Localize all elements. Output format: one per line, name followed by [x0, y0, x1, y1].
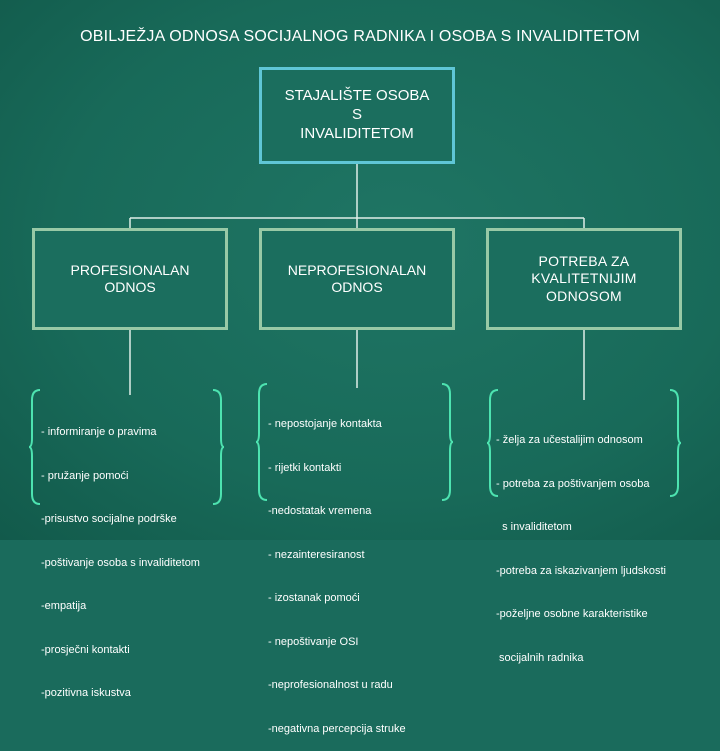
- list-item: - nezainteresiranost: [268, 548, 365, 561]
- list-item: - potreba za poštivanjem osoba: [496, 477, 650, 490]
- box-line: KVALITETNIJIM: [531, 270, 637, 287]
- list-item: - nepoštivanje OSI: [268, 635, 359, 648]
- box-line: ODNOS: [104, 279, 156, 295]
- box-potreba: [486, 228, 682, 330]
- box-profesionalan: [32, 228, 228, 330]
- list-neprofesionalan: [268, 388, 406, 751]
- list-item: - rijetki kontakti: [268, 461, 342, 474]
- list-item: -negativna percepcija struke: [268, 722, 406, 735]
- list-item: -potreba za iskazivanjem ljudskosti: [496, 564, 666, 577]
- right-brace-3: [668, 388, 682, 498]
- root-box-line: INVALIDITETOM: [300, 124, 414, 142]
- box-line: ODNOSOM: [545, 287, 622, 304]
- box-line: POTREBA ZA: [538, 252, 630, 269]
- list-item: -prisustvo socijalne podrške: [41, 513, 177, 525]
- list-item: -empatija: [41, 600, 87, 612]
- page-title: OBILJEŽJA ODNOSA SOCIJALNOG RADNIKA I OSOBA S INVALIDITETOM: [80, 28, 640, 45]
- box-line: ODNOS: [331, 279, 383, 295]
- list-item: -pozitivna iskustva: [41, 687, 131, 699]
- left-brace-1: [28, 388, 42, 506]
- list-item: -poštivanje osoba s invaliditetom: [41, 556, 200, 569]
- list-profesionalan: [41, 396, 200, 715]
- list-item: -neprofesionalnost u radu: [268, 679, 393, 691]
- right-brace-1: [211, 388, 225, 506]
- right-brace-2: [440, 382, 454, 502]
- list-item: - nepostojanje kontakta: [268, 418, 382, 430]
- root-box: [259, 67, 455, 164]
- list-item: - informiranje o pravima: [41, 426, 157, 438]
- list-item: -nedostatak vremena: [268, 505, 372, 517]
- list-item: -poželjne osobne karakteristike: [496, 608, 648, 620]
- box-line: NEPROFESIONALAN: [287, 261, 427, 278]
- list-item: - želja za učestalijim odnosom: [496, 434, 643, 446]
- list-item: - izostanak pomoći: [268, 592, 360, 604]
- list-item: - pružanje pomoći: [41, 469, 129, 482]
- list-item: socijalnih radnika: [496, 651, 584, 664]
- box-line: PROFESIONALAN: [70, 261, 190, 278]
- list-potreba: [496, 404, 666, 680]
- root-box-line: S: [351, 106, 362, 124]
- left-brace-2: [255, 382, 269, 502]
- box-neprofesionalan: [259, 228, 455, 330]
- list-item: s invaliditetom: [496, 521, 572, 533]
- root-box-line: STAJALIŠTE OSOBA: [284, 87, 430, 105]
- list-item: -prosječni kontakti: [41, 643, 130, 656]
